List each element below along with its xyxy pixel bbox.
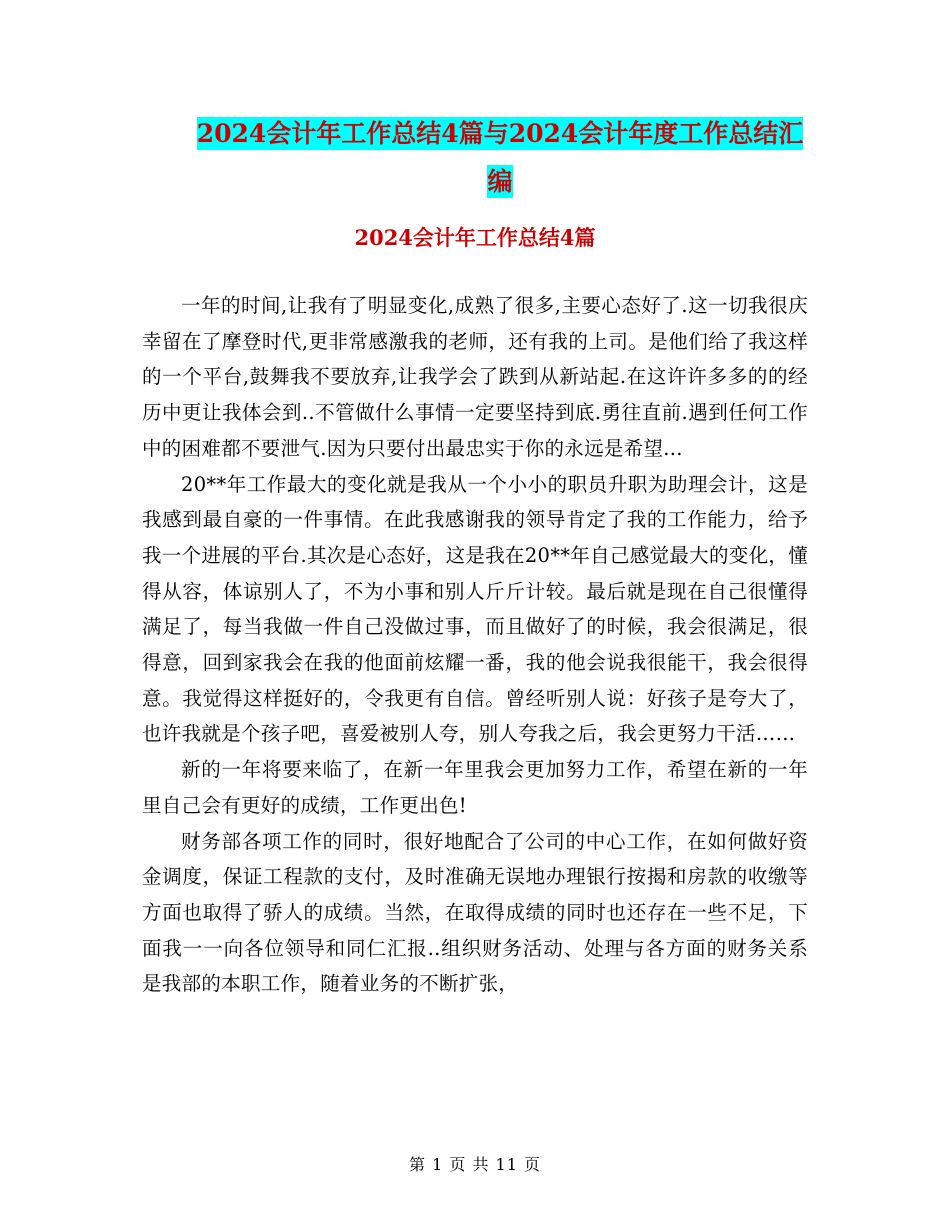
paragraph-3: 新的一年将要来临了，在新一年里我会更加努力工作，希望在新的一年里自己会有更好的成绩，工作更出色! <box>142 758 808 817</box>
document-title-line1: 2024会计年工作总结4篇与2024会计年度工作总结汇 <box>196 119 804 148</box>
document-body <box>142 288 808 1002</box>
paragraph-2: 20**年工作最大的变化就是我从一个小小的职员升职为助理会计，这是我感到最自豪的一件事情。在此我感谢我的领导肯定了我的工作能力，给予我一个进展的平台.其次是心态好，这是我在20**年自己感觉最大的变化，懂得从容，体谅别人了，不为小事和别人斤斤计较。最后就是现在自己很懂得满足了，每当我做一件自己没做过事，而且做好了的时候，我会很满足，很得意，回到家我会在我的他面前炫耀一番，我的他会说我很能干，我会很得意。我觉得这样挺好的，令我更有自信。曾经听别人说：好孩子是夸大了，也许我就是个孩子吧，喜爱被别人夸，别人夸我之后，我会更努力干活…… <box>142 472 808 746</box>
paragraph-4: 财务部各项工作的同时，很好地配合了公司的中心工作，在如何做好资金调度，保证工程款的支付，及时准确无误地办理银行按揭和房款的收缴等方面也取得了骄人的成绩。当然，在取得成绩的同时也还存在一些不足，下面我一一向各位领导和同仁汇报..组织财务活动、处理与各方面的财务关系是我部的本职工作，随着业务的不断扩张， <box>142 829 808 996</box>
document-title-line2: 编 <box>487 167 513 196</box>
paragraph-1: 一年的时间,让我有了明显变化,成熟了很多,主要心态好了.这一切我很庆幸留在了摩登时代,更非常感激我的老师，还有我的上司。是他们给了我这样的一个平台,鼓舞我不要放弃,让我学会了跌到从新站起.在这许许多多的的经历中更让我体会到..不管做什么事情一定要坚持到底.勇往直前.遇到任何工作中的困难都不要泄气.因为只要付出最忠实于你的永远是希望... <box>142 294 808 460</box>
section-title: 2024会计年工作总结4篇 <box>354 225 596 250</box>
page-footer: 第 1 页 共 11 页 <box>409 1155 541 1174</box>
document-title <box>180 110 820 206</box>
